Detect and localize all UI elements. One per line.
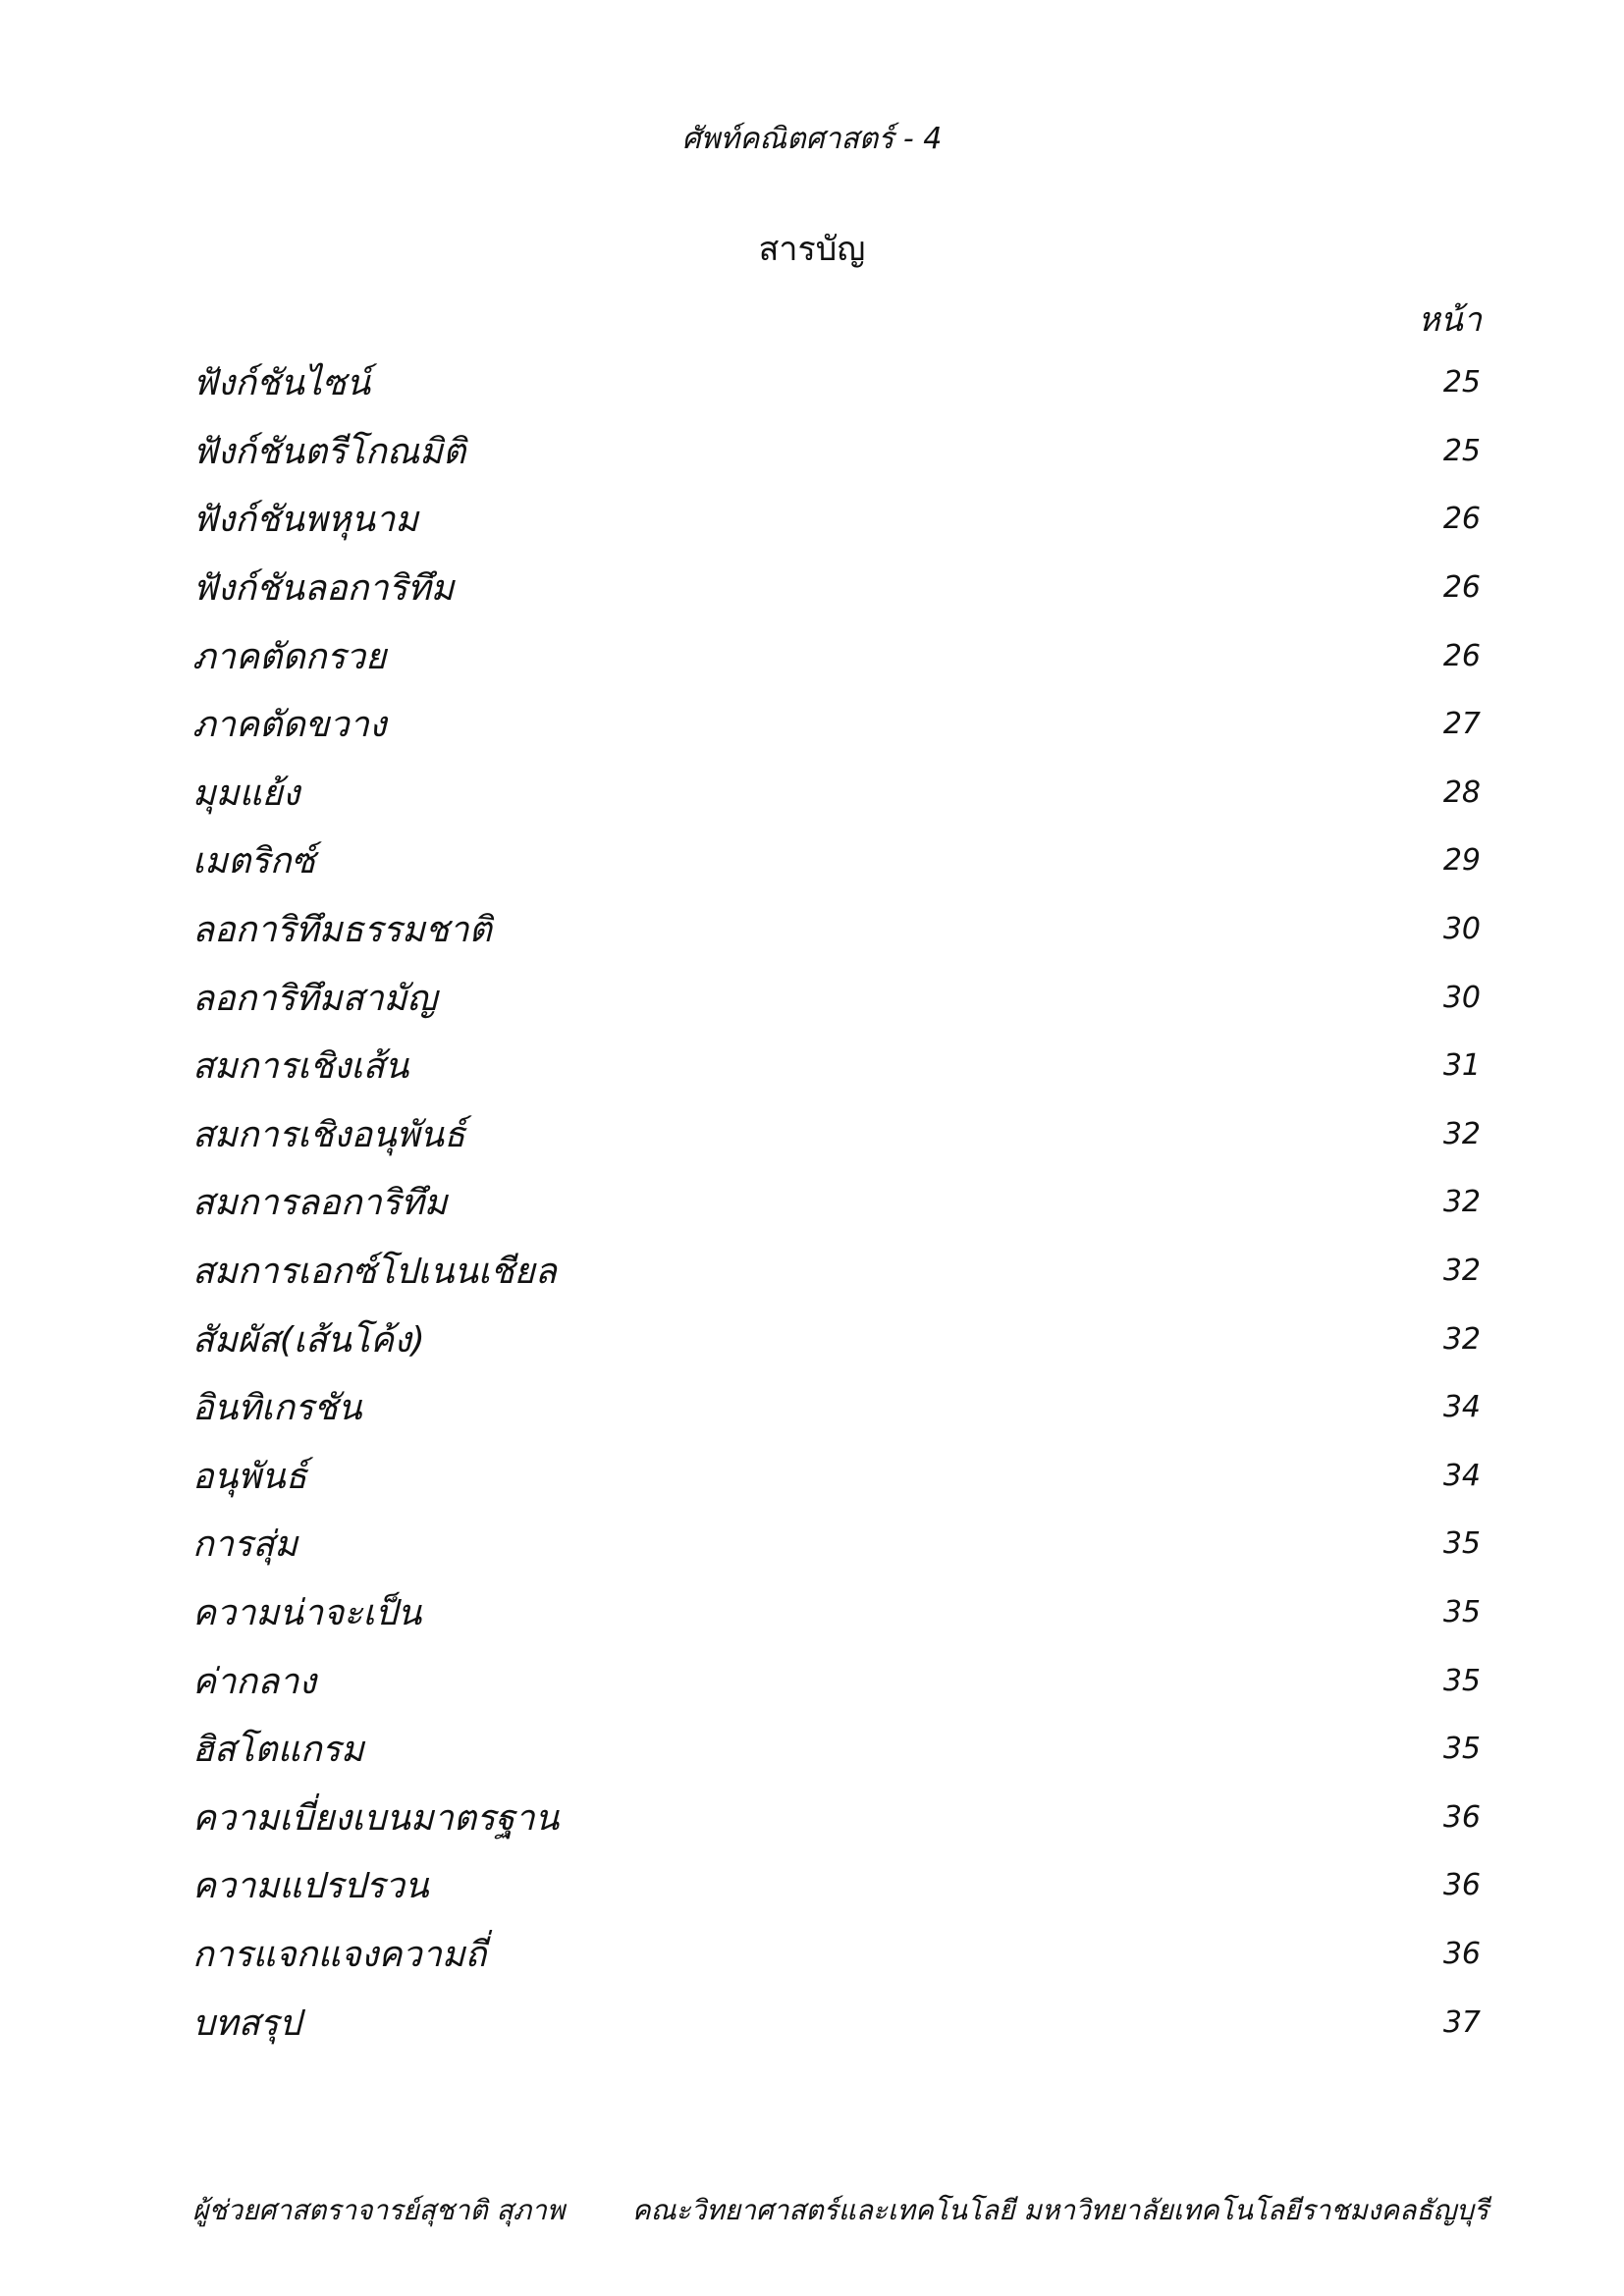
toc-entry [192,554,1481,622]
toc-entry-label: บทสรุป [192,2002,301,2044]
toc-entry [192,1032,1481,1100]
toc-entry-page: 30 [1442,980,1481,1015]
page-footer [192,2189,1489,2232]
toc-entry-page: 25 [1442,365,1481,400]
toc-entry-label: ภาคตัดขวาง [192,705,387,746]
toc-entry-label: ความเบี่ยงเบนมาตรฐาน [192,1797,560,1839]
toc-entry [192,1237,1481,1306]
toc-entry-label: ค่ากลาง [192,1661,316,1702]
toc-entry-page: 35 [1442,1594,1481,1629]
toc-entry [192,759,1481,828]
toc-entry-page: 35 [1442,1732,1481,1767]
toc-entry-label: ฟังก์ชันตรีโกณมิติ [192,431,466,472]
toc-entry-label: อินทิเกรชัน [192,1388,362,1429]
toc-entry [192,1168,1481,1237]
toc-entry-page: 32 [1442,1116,1481,1151]
toc-entry [192,348,1481,417]
toc-entry-label: การแจกแจงความถี่ [192,1934,487,1975]
toc-entry-label: สมการลอการิทึม [192,1183,448,1224]
toc-entry-label: ความแปรปรวน [192,1866,429,1907]
toc-entry-page: 31 [1442,1048,1481,1084]
page-header: ศัพท์คณิตศาสตร์ - 4 [681,122,943,156]
toc-entry [192,1851,1481,1920]
toc-entry [192,690,1481,759]
toc-entry-label: สมการเชิงอนุพันธ์ [192,1114,465,1155]
toc-entry-page: 36 [1442,1868,1481,1903]
toc-entry [192,1305,1481,1373]
toc-entry-page: 30 [1442,912,1481,947]
toc-entry-label: ความน่าจะเป็น [192,1592,422,1633]
toc-entry [192,1920,1481,1989]
toc-entry-page: 37 [1442,2004,1481,2040]
toc-entry [192,1646,1481,1715]
toc-entry-label: มุมแย้ง [192,773,300,814]
toc-entry-label: อนุพันธ์ [192,1456,307,1497]
toc-entry [192,1100,1481,1169]
toc-entry [192,621,1481,690]
toc-entry [192,895,1481,964]
toc-entry-page: 34 [1442,1458,1481,1493]
toc-entry-label: ฟังก์ชันไซน์ [192,363,371,404]
toc-entry-page: 26 [1442,638,1481,673]
toc-entry-label: การสุ่ม [192,1524,298,1566]
toc-entry-label: ฮิสโตแกรม [192,1730,364,1771]
toc-entry-label: สมการเชิงเส้น [192,1046,409,1088]
toc-entry-page: 25 [1442,433,1481,468]
toc-title: สารบัญ [758,230,866,269]
toc-entry-label: สมการเอกซ์โปเนนเชียล [192,1252,557,1293]
toc-entry-page: 27 [1442,707,1481,742]
toc-entry [192,1510,1481,1578]
footer-author: ผู้ช่วยศาสตราจารย์สุชาติ สุภาพ [192,2194,566,2226]
toc-entry-page: 26 [1442,570,1481,606]
toc-entry-page: 26 [1442,502,1481,537]
toc-entry-page: 32 [1442,1185,1481,1220]
toc-entry [192,963,1481,1032]
toc-entry-page: 32 [1442,1321,1481,1357]
toc-entry-label: ฟังก์ชันลอการิทึม [192,568,455,610]
toc-entry [192,417,1481,486]
toc-entry-page: 35 [1442,1526,1481,1562]
toc-entry [192,1442,1481,1511]
toc-entry [192,1578,1481,1647]
footer-institution: คณะวิทยาศาสตร์และเทคโนโลยี มหาวิทยาลัยเทคโนโลยีราชมงคลธัญบุรี [631,2194,1489,2226]
toc-entry [192,827,1481,895]
toc-entry-label: ลอการิทึมธรรมชาติ [192,910,492,951]
toc-list [192,348,1481,2056]
page-column-label: หน้า [1418,300,1482,340]
toc-entry-page: 36 [1442,1799,1481,1835]
toc-entry-page: 29 [1442,843,1481,879]
toc-entry [192,1988,1481,2056]
toc-entry-page: 32 [1442,1254,1481,1289]
toc-entry [192,1715,1481,1784]
toc-entry-page: 36 [1442,1936,1481,1971]
toc-entry-label: เมตริกซ์ [192,841,315,882]
toc-entry [192,485,1481,554]
toc-entry-page: 35 [1442,1663,1481,1698]
toc-entry-label: ลอการิทึมสามัญ [192,978,438,1019]
toc-entry-label: ฟังก์ชันพหุนาม [192,500,418,541]
toc-entry-page: 28 [1442,774,1481,810]
toc-entry [192,1783,1481,1851]
toc-entry-page: 34 [1442,1390,1481,1425]
toc-entry-label: สัมผัส(เส้นโค้ง) [192,1319,425,1361]
toc-entry [192,1373,1481,1442]
toc-entry-label: ภาคตัดกรวย [192,636,387,677]
